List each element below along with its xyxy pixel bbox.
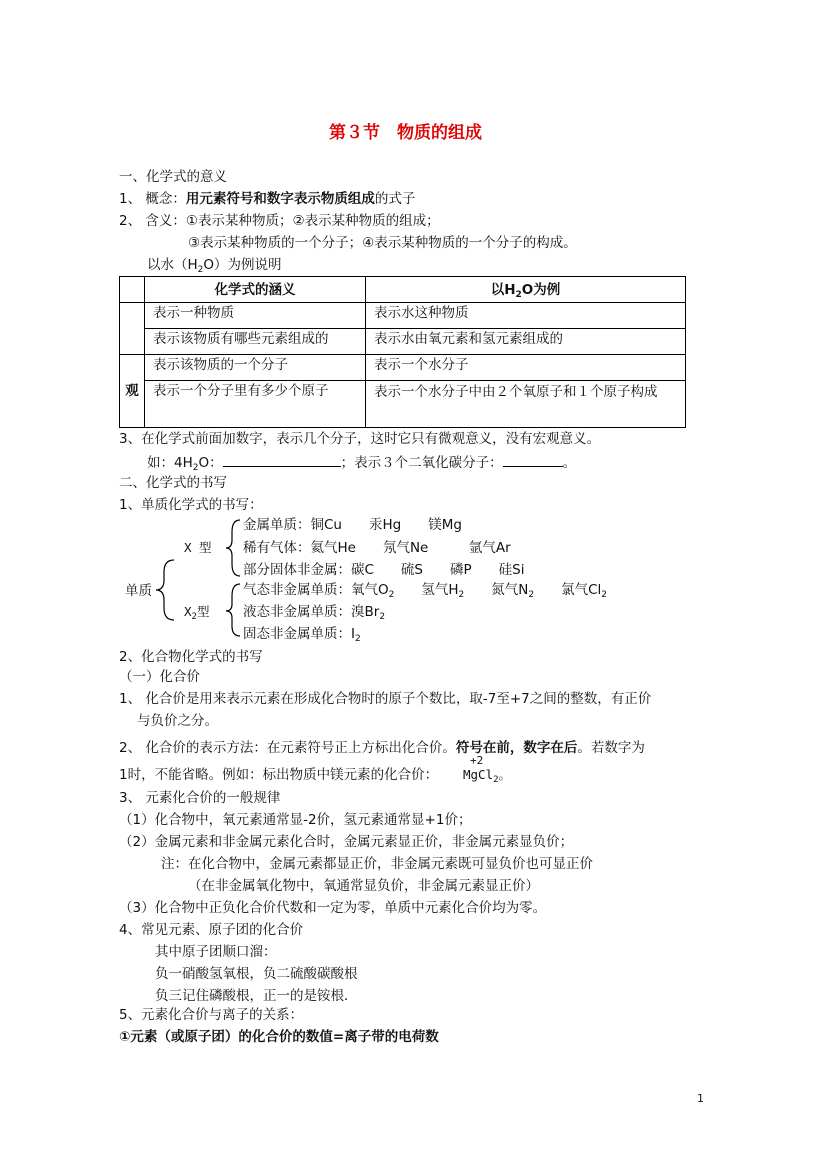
mg-formula (463, 766, 511, 784)
solid-nonmetals (243, 625, 361, 643)
ion-relation-1: ①元素（或原子团）的化合价的数值=离子带的电荷数 (119, 1029, 439, 1045)
gas-nonmetals (243, 581, 607, 599)
example-intro-text: 以水（H (147, 257, 198, 273)
valence-rule-1: （1）化合物中，氧元素通常显-2价，氢元素通常显+1价； (119, 812, 472, 828)
example-prefix: 如：4H (147, 455, 193, 471)
v2-text: 2、 化合价的表示方法：在元素符号正上方标出化合价。 (119, 740, 456, 756)
example-intro-sub: 2 (197, 265, 204, 275)
valence-rules-heading: 3、 元素化合价的一般规律 (119, 790, 281, 806)
table-cell-meaning: 表示一种物质 (145, 303, 366, 329)
header-example-text: 以H (490, 281, 516, 298)
solid-nonmetals-part: 部分固体非金属：碳C 硫S 磷P 硅Si (243, 562, 525, 578)
section-2-heading: 二、化学式的书写 (119, 475, 227, 491)
gas-h-sub: 2 (458, 590, 465, 600)
solid-sub: 2 (354, 634, 361, 644)
table-cell-meaning: 表示一个分子里有多少个原子 (145, 381, 366, 428)
gas-n-sub: 2 (528, 590, 535, 600)
liquid-sub: 2 (379, 612, 386, 622)
mg-formula-text: MgCl (463, 767, 494, 782)
gas-cl-sub: 2 (601, 590, 608, 600)
ion-relation-heading: 5、元素化合价与离子的关系： (119, 1007, 304, 1023)
table-cell-meaning: 表示该物质有哪些元素组成的 (145, 329, 366, 355)
mg-formula-sub: 2 (493, 775, 499, 785)
example-mid: O： (198, 455, 223, 471)
v2-text-end: 。若数字为 (577, 740, 645, 756)
example-end: 。 (562, 455, 577, 471)
example-mid2: ；表示３个二氧化碳分子： (340, 455, 503, 471)
page-title: 第３节 物质的组成 (329, 123, 482, 143)
gas-cl-text: 氯气Cl (534, 582, 602, 598)
gas-n-text: 氮气N (464, 582, 529, 598)
x2-type-sub: 2 (191, 612, 197, 622)
mg-formula-end: 。 (498, 767, 512, 782)
meaning-line-1: 2、 含义：①表示某种物质；②表示某种物质的组成； (119, 213, 440, 229)
valence-rule-2: （2）金属元素和非金属元素化合时，金属元素显正价，非金属元素显负价； (119, 834, 574, 850)
rhyme-intro: 其中原子团顺口溜： (155, 944, 277, 960)
x2-type-text: X (184, 604, 192, 619)
v2-bold: 符号在前，数字在后 (455, 740, 578, 756)
element-formula-heading: 1、单质化学式的书写： (119, 497, 263, 513)
x2-type-text-end: 型 (196, 604, 210, 619)
valence-note-2: （在非金属氧化物中，氧通常显负价，非金属元素显正价） (188, 878, 539, 894)
gas-o-text: 气态非金属单质：氧气O (243, 582, 389, 598)
table-cell-example: 表示水这种物质 (366, 303, 686, 329)
noble-gases: 稀有气体：氦气He 氖气Ne 氩气Ar (243, 540, 511, 556)
table-cell-example: 表示一个水分子中由２个氧原子和１个原子构成 (366, 381, 686, 428)
example-intro-text-end: O）为例说明 (203, 257, 282, 273)
gas-h-text: 氢气H (394, 582, 459, 598)
valence-point-2-line-2: 1时，不能省略。例如：标出物质中镁元素的化合价： (119, 767, 439, 783)
x-type-label: X 型 (184, 540, 212, 555)
valence-point-2-line-1 (119, 739, 645, 757)
solid-text: 固态非金属单质：I (243, 626, 355, 642)
table-header-meaning: 化学式的涵义 (145, 277, 366, 303)
table-cell-example: 表示水由氧元素和氢元素组成的 (366, 329, 686, 355)
point-3: 3、在化学式前面加数字，表示几个分子，这时它只有微观意义，没有宏观意义。 (119, 431, 601, 447)
gas-o-sub: 2 (388, 590, 395, 600)
concept-suffix: 的式子 (374, 191, 416, 207)
table-cell-example: 表示一个水分子 (366, 355, 686, 381)
header-example-sub: 2 (515, 289, 522, 300)
rhyme-line-1: 负一硝酸氢氧根，负二硫酸碳酸根 (155, 966, 358, 982)
common-valence-heading: 4、常见元素、原子团的化合价 (119, 922, 304, 938)
concept-bold: 用元素符号和数字表示物质组成 (185, 191, 375, 207)
page-number: 1 (697, 1092, 704, 1105)
liquid-nonmetals (243, 603, 385, 621)
section-1-heading: 一、化学式的意义 (119, 169, 227, 185)
metal-elements: 金属单质：铜Cu 汞Hg 镁Mg (243, 517, 462, 533)
tree-root: 单质 (125, 583, 152, 599)
table-cell-meaning: 表示该物质的一个分子 (145, 355, 366, 381)
valence-point-1-line-2: 与负价之分。 (137, 713, 218, 729)
liquid-text: 液态非金属单质：溴Br (243, 604, 380, 620)
header-example-text-end: O为例 (521, 281, 561, 298)
valence-note: 注：在化合物中，金属元素都显正价，非金属元素既可显负价也可显正价 (161, 856, 593, 872)
valence-heading: （一）化合价 (119, 669, 200, 685)
x2-type-label (184, 603, 209, 621)
mg-charge: +2 (470, 754, 484, 767)
rhyme-line-2: 负三记住磷酸根，正一的是铵根． (155, 988, 358, 1004)
micro-label: 观 (120, 355, 145, 428)
valence-point-1-line-1: 1、 化合价是用来表示元素在形成化合物时的原子个数比，取-7至+7之间的整数，有正价 (119, 691, 652, 707)
concept-prefix: 1、 概念： (119, 191, 186, 207)
compound-formula-heading: 2、化合物化学式的书写 (119, 649, 263, 665)
meaning-line-2: ③表示某种物质的一个分子；④表示某种物质的一个分子的构成。 (188, 235, 577, 251)
example-sub: 2 (192, 463, 199, 473)
valence-rule-3: （3）化合物中正负化合价代数和一定为零，单质中元素化合价均为零。 (119, 900, 547, 916)
